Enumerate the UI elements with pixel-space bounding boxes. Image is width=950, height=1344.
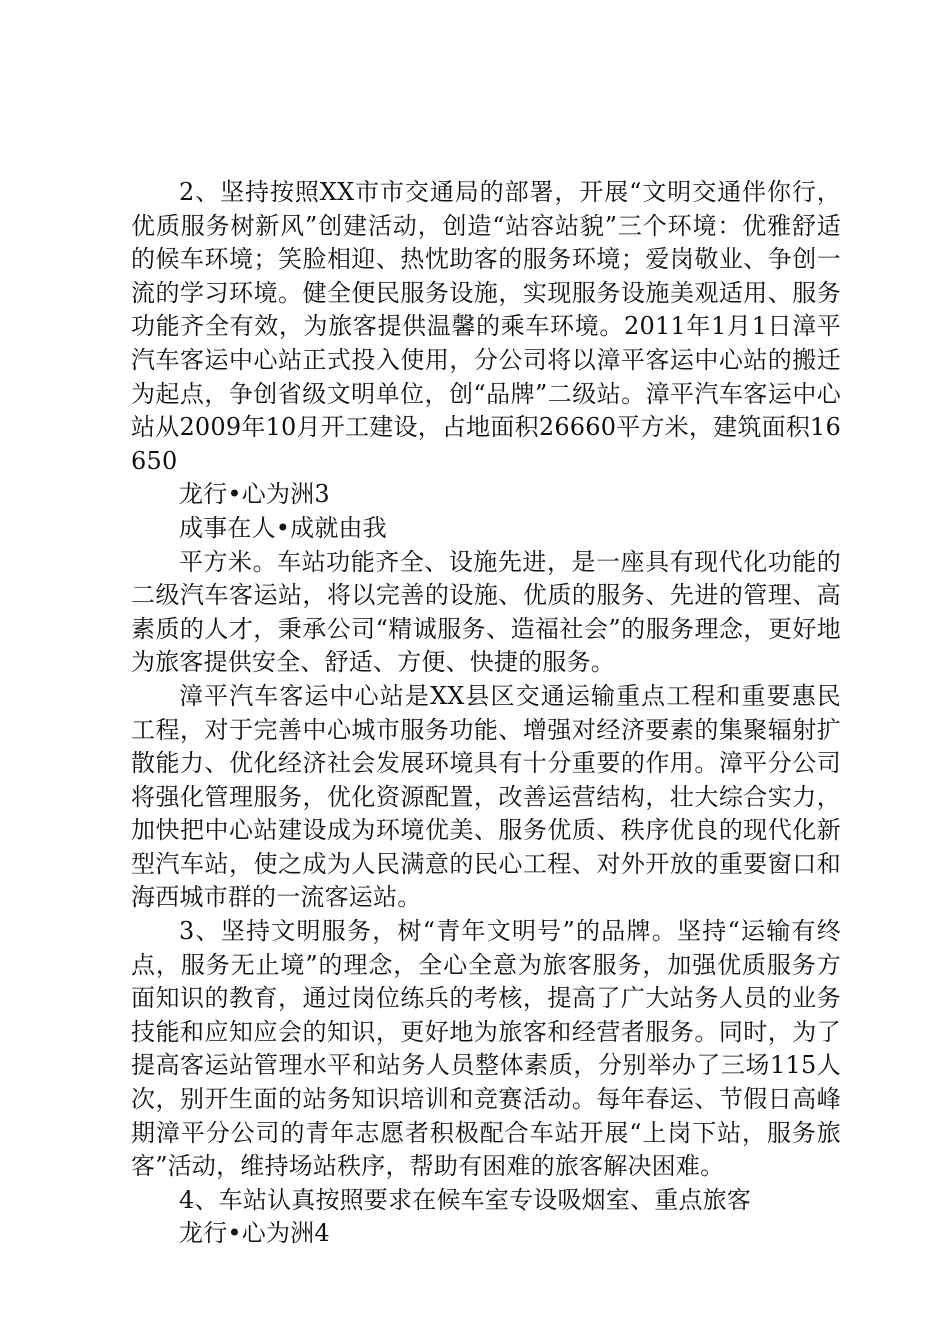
paragraph-item-2: 2、坚持按照XX市市交通局的部署，开展“文明交通伴你行，优质服务树新风”创建活动，创造“站容站貌”三个环境：优雅舒适的候车环境；笑脸相迎、热忱助客的服务环境；爱岗敬业、争创一流的学习环境。健全便民服务设施，实现服务设施美观适用、服务功能齐全有效，为旅客提供温馨的乘车环境。2011年1月1日漳平汽车客运中心站正式投入使用，分公司将以漳平客运中心站的搬迁为起点，争创省级文明单位，创“品牌”二级站。漳平汽车客运中心站从2009年10月开工建设，占地面积26660平方米，建筑面积16650 — [131, 178, 841, 475]
footer-slogan-page-3: 龙行•心为洲3 — [179, 480, 330, 509]
paragraph-station-importance: 漳平汽车客运中心站是XX县区交通运输重点工程和重要惠民工程，对于完善中心城市服务功能、增强对经济要素的集聚辐射扩散能力、优化经济社会发展环境具有十分重要的作用。漳平分公司将强化管理服务，优化资源配置，改善运营结构，壮大综合实力，加快把中心站建设成为环境优美、服务优质、秩序优良的现代化新型汽车站，使之成为人民满意的民心工程、对外开放的重要窗口和海西城市群的一流客运站。 — [131, 681, 841, 912]
footer-slogan-page-4: 龙行•心为洲4 — [179, 1219, 330, 1248]
paragraph-continuation: 平方米。车站功能齐全、设施先进，是一座具有现代化功能的二级汽车客运站，将以完善的设施、优质的服务、先进的管理、高素质的人才，秉承公司“精诚服务、造福社会”的服务理念，更好地为旅客提供安全、舒适、方便、快捷的服务。 — [131, 547, 841, 677]
header-slogan: 成事在人•成就由我 — [179, 513, 387, 542]
paragraph-item-4: 4、车站认真按照要求在候车室专设吸烟室、重点旅客 — [179, 1185, 752, 1214]
paragraph-item-3: 3、坚持文明服务，树“青年文明号”的品牌。坚持“运输有终点，服务无止境”的理念，全心全意为旅客服务，加强优质服务方面知识的教育，通过岗位练兵的考核，提高了广大站务人员的业务技能和应知应会的知识，更好地为旅客和经营者服务。同时，为了提高客运站管理水平和站务人员整体素质，分别举办了三场115人次，别开生面的站务知识培训和竞赛活动。每年春运、节假日高峰期漳平分公司的青年志愿者积极配合车站开展“上岗下站，服务旅客”活动，维持场站秩序，帮助有困难的旅客解决困难。 — [131, 917, 841, 1181]
document-body — [131, 176, 841, 1251]
